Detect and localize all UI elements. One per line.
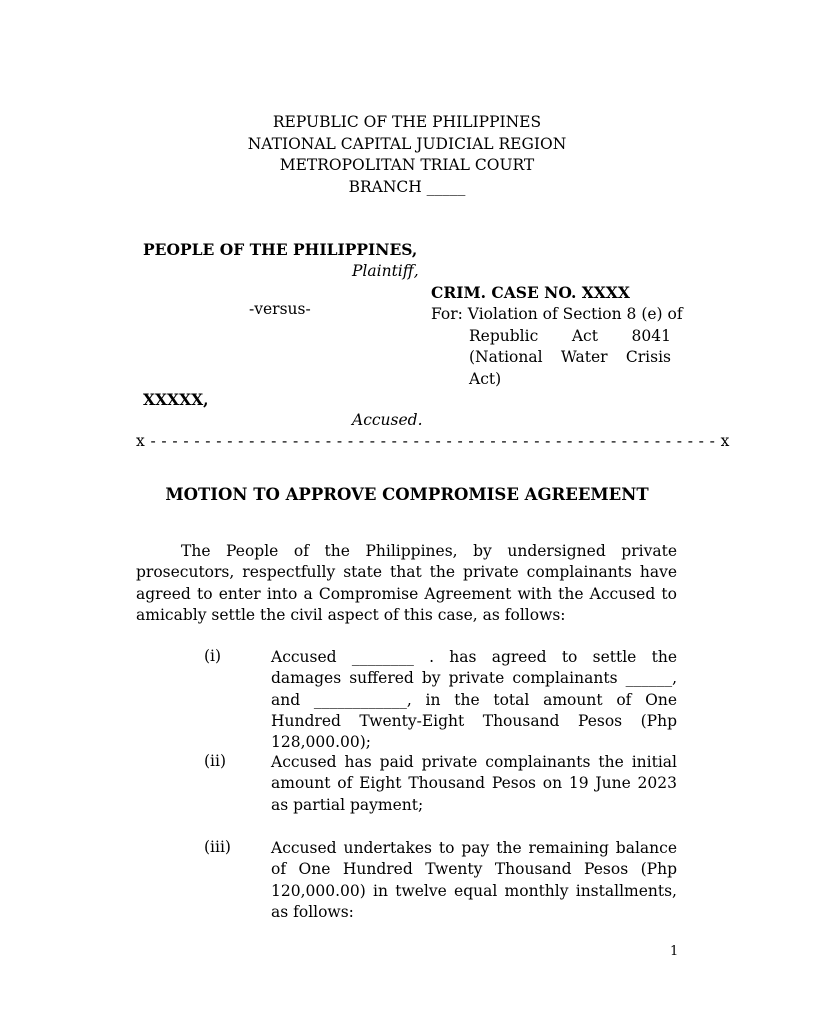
charge-word: Act: [571, 326, 598, 345]
charge-line-2: [469, 326, 671, 348]
plaintiff-name: PEOPLE OF THE PHILIPPINES,: [143, 240, 418, 259]
charge-description: [431, 304, 683, 390]
court-header: [0, 112, 814, 198]
charge-word: Republic: [469, 326, 539, 345]
case-number: CRIM. CASE NO. XXXX: [431, 283, 630, 302]
header-republic: REPUBLIC OF THE PHILIPPINES: [272, 113, 542, 131]
plaintiff-role: Plaintiff,: [352, 262, 419, 280]
header-court: METROPOLITAN TRIAL COURT: [279, 156, 535, 174]
item-number: (ii): [204, 752, 227, 770]
charge-word: (National: [469, 348, 543, 366]
item-text: Accused ________ . has agreed to settle the damages suffered by private complainants ______, and ____________, in the total amount of One Hundred Twenty-Eight Thousand Pesos (Php 128,000.00);: [271, 648, 677, 752]
item-number: (i): [204, 647, 222, 665]
item-text: Accused has paid private complainants the initial amount of Eight Thousand Pesos on 19 June 2023 as partial payment;: [271, 753, 677, 814]
charge-for: For: Violation of Section 8 (e) of: [431, 305, 683, 323]
charge-word: 8041: [631, 326, 671, 345]
item-text: Accused undertakes to pay the remaining balance of One Hundred Twenty Thousand Pesos (Php 120,000.00) in twelve equal monthly installments, as follows:: [271, 839, 677, 921]
charge-word: Water: [560, 348, 608, 366]
intro-paragraph: The People of the Philippines, by undersigned private prosecutors, respectfully state that the private complainants have agreed to enter into a Compromise Agreement with the Accused to amicably settle the civil aspect of this case, as follows:: [136, 542, 677, 624]
header-region: NATIONAL CAPITAL JUDICIAL REGION: [247, 134, 567, 153]
header-branch: BRANCH _____: [348, 177, 466, 196]
versus-label: -versus-: [249, 300, 311, 318]
page-number: 1: [670, 944, 679, 959]
caption-divider: x - - - - - - - - - - - - - - - - - - - - - - - - - - - - - - - - - - - - - - - - - - - - - - - - - - - - x: [136, 432, 730, 450]
charge-line-3: [469, 347, 671, 369]
accused-role: Accused.: [352, 411, 423, 429]
item-number: (iii): [204, 838, 231, 856]
motion-title: MOTION TO APPROVE COMPROMISE AGREEMENT: [165, 485, 649, 504]
charge-word: Crisis: [625, 348, 671, 366]
accused-name: XXXXX,: [143, 390, 209, 409]
charge-line-4: Act): [469, 369, 502, 388]
